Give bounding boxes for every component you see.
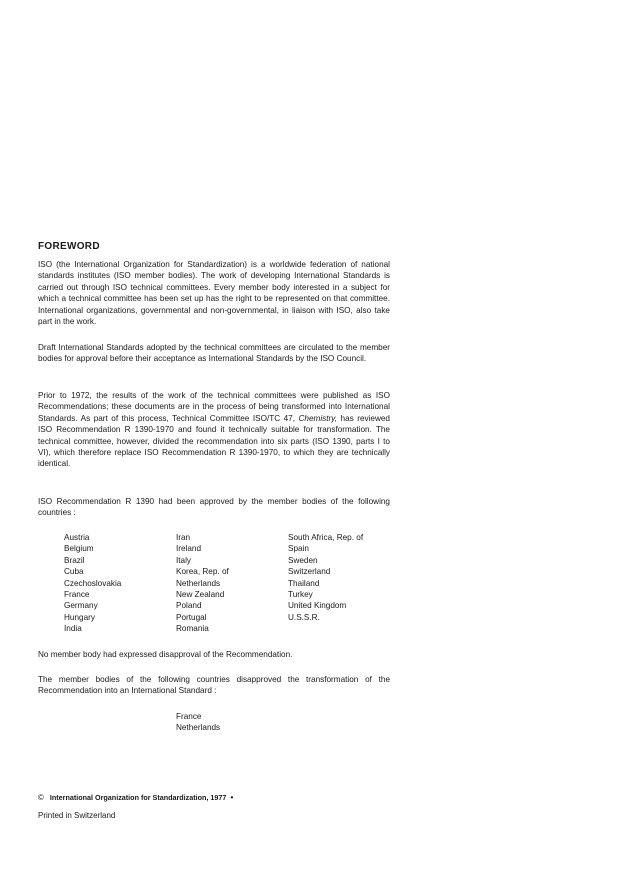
country-item: Turkey [288,590,313,600]
country-item: Italy [176,555,192,565]
country-item: Czechoslovakia [64,578,122,588]
country-item: Korea, Rep. of [176,567,229,577]
paragraph-history-part2: has reviewed ISO Recommendation R 1390-1970 and found it technically suitable for transformation. The technical committee, however, divided the recommendation into six parts (ISO 1390, parts I to VI), which therefore replace ISO Recommendation R 1390-1970, to which they are technically identical. [38,413,390,469]
paragraph-iso-intro: ISO (the International Organization for Standardization) is a worldwide federation of national standards institutes (ISO member bodies). The work of developing International Standards is carried out through ISO technical committees. Every member body interested in a subject for which a technical committee has been set up has the right to be represented on that committee. International organizations, governmental and non-governmental, in liaison with ISO, also take part in the work. [38,260,390,327]
country-item: Thailand [288,578,320,588]
copyright-text: International Organization for Standardization, 1977 [49,793,227,802]
country-item: Sweden [288,555,318,565]
country-item: Germany [64,601,98,611]
countries-column-2 [176,532,288,635]
country-item: Romania [176,624,209,634]
printed-in-line: Printed in Switzerland [38,811,116,820]
committee-name: Chemistry, [298,413,338,423]
country-item: Spain [288,544,309,554]
paragraph-no-disapproval: No member body had expressed disapproval of the Recommendation. [38,650,293,659]
approving-countries-list [64,532,408,635]
country-item: Cuba [64,567,84,577]
paragraph-history [38,390,390,470]
country-item: Netherlands [176,578,221,588]
country-item: France [176,712,202,721]
country-item: Switzerland [288,567,331,577]
paragraph-disapproval: The member bodies of the following countries disapproved the transformation of the Recommendation into an International Standard : [38,675,390,696]
country-item: Netherlands [176,723,221,733]
foreword-heading: FOREWORD [38,241,100,252]
paragraph-approval: ISO Recommendation R 1390 had been approved by the member bodies of the following countries : [38,497,390,518]
bullet-icon: • [230,793,234,802]
disapproving-countries-list [176,711,220,734]
country-item: United Kingdom [288,601,347,611]
countries-column-1 [64,532,176,635]
country-item: India [64,624,82,634]
country-item: Hungary [64,612,95,622]
country-item: Austria [64,533,90,542]
paragraph-history-part1: Prior to 1972, the results of the work of the technical committees were published as ISO Recommendations; these documents are in the process of being transformed into International Standards. As part of this process, Technical Committee ISO/TC 47, [38,391,390,423]
country-item: Poland [176,601,202,611]
countries-column-3 [288,532,408,635]
country-item: Ireland [176,544,202,554]
copyright-line [38,793,233,802]
paragraph-draft-standards: Draft International Standards adopted by the technical committees are circulated to the member bodies for approval before their acceptance as International Standards by the ISO Council. [38,343,390,364]
country-item: U.S.S.R. [288,612,320,622]
country-item: Iran [176,533,191,542]
country-item: South Africa, Rep. of [288,533,364,542]
country-item: Portugal [176,612,207,622]
country-item: New Zealand [176,590,225,600]
country-item: France [64,590,90,600]
country-item: Belgium [64,544,94,554]
copyright-icon: © [38,793,44,802]
country-item: Brazil [64,555,85,565]
